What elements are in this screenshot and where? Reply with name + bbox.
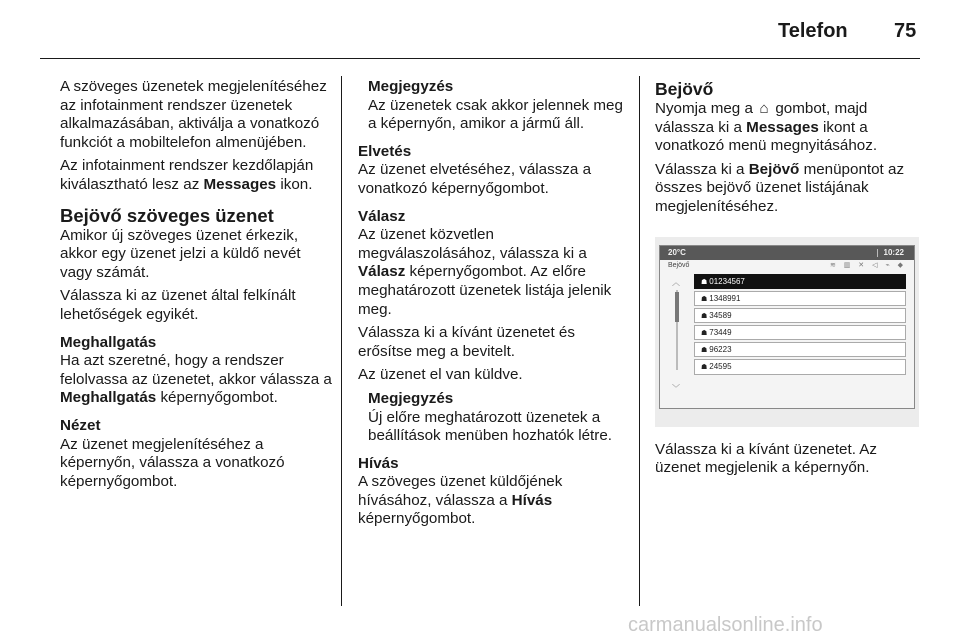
subheading: Elvetés [358,142,412,160]
paragraph: A szöveges üzenetek megjelenítéséhez az infotainment rendszer üzenetek alkalmazásában, aktiválja a vonatkozó funkciót a mobiltelefon almenüjében. [60,78,327,151]
paragraph: A szöveges üzenet küldőjének hívásához, válassza a Hívás képernyőgombot. [358,473,563,528]
list-item [694,342,906,358]
list-item [694,325,906,341]
paragraph: Válassza ki a kívánt üzenetet és erősítse meg a bevitelt. [358,324,575,360]
paragraph: Válassza ki a kívánt üzenetet. Az üzenet megjelenik a képernyőn. [655,440,878,477]
list-item-label: 73449 [709,327,732,337]
column-3 [655,78,923,483]
scroll-up-icon: ︿ [672,277,680,287]
message-icon: ☗ [701,364,708,372]
paragraph: Válassza ki az üzenet által felkínált lehetőségek egyikét. [60,287,296,323]
note-box [358,390,630,446]
paragraph: Ha azt szeretné, hogy a rendszer felolvassa az üzenetet, akkor válassza a Meghallgatás képernyőgombot. [60,352,332,407]
list-item-label: 24595 [709,362,732,372]
note-box [358,78,630,134]
divider [877,249,878,257]
subheading: Meghallgatás [60,333,157,351]
paragraph: Az üzenet elvetéséhez, válassza a vonatkozó képernyőgombot. [358,161,592,197]
subheading: Nézet [60,416,101,434]
page-number: 75 [894,20,917,42]
column-1 [60,78,332,496]
paragraph: Amikor új szöveges üzenet érkezik, akkor egy üzenet jelzi a küldő nevét vagy számát. [60,226,301,281]
message-icon: ☗ [701,329,708,337]
section-heading: Bejövő szöveges üzenet [60,204,274,226]
note-text: Új előre meghatározott üzenetek a beállítások menüben hozhatók létre. [368,408,613,445]
temperature: 20°C [668,247,686,257]
paragraph: Válassza ki a Bejövő menüpontot az összes bejövő üzenet listájának megjelenítéséhez. [655,160,905,215]
paragraph: Nyomja meg a ⌂ gombot, majd válassza ki a Messages ikont a vonatkozó menü megnyitásához. [655,100,878,155]
clock: 10:22 [883,247,904,257]
section-heading: Bejövő [655,79,714,99]
list-item-label: 96223 [709,344,732,354]
column-2 [358,78,630,534]
paragraph: Az üzenet el van küldve. [358,366,523,384]
list-item [694,274,906,290]
scroll-down-icon: ﹀ [672,383,680,393]
message-icon: ☗ [701,346,708,354]
status-bar [660,246,914,260]
paragraph: Az infotainment rendszer kezdőlapján kiválasztható lesz az Messages ikon. [60,157,314,193]
list-item-label: 34589 [709,310,732,320]
paragraph: Az üzenet megjelenítéséhez a képernyőn, válassza a vonatkozó képernyőgombot. [60,435,285,490]
column-divider [341,76,342,606]
list-item [694,308,906,324]
list-item [694,359,906,375]
message-icon: ☗ [701,278,708,286]
list-item [694,291,906,307]
message-icon: ☗ [701,312,708,320]
screen-subtitle: Bejövő [668,261,690,269]
list-item-label: 01234567 [709,276,745,286]
screen-subtitle-bar [660,260,914,272]
note-text: Az üzenetek csak akkor jelennek meg a képernyőn, amikor a jármű áll. [368,96,623,133]
subheading: Hívás [358,454,399,472]
note-title: Megjegyzés [368,78,454,95]
screenshot-figure [655,237,919,427]
infotainment-screen [659,245,915,409]
watermark: carmanualsonline.info [628,614,823,636]
scrollbar-thumb [675,292,679,322]
list-item-label: 1348991 [709,293,741,303]
message-list [694,274,906,377]
message-icon: ☗ [701,295,708,303]
header-rule [40,58,920,59]
note-title: Megjegyzés [368,389,454,407]
header-title: Telefon [778,20,848,42]
subheading: Válasz [358,207,406,225]
status-icons: ≋ ▥ ✕ ◁ ⌁ ◆ [829,261,906,269]
home-icon: ⌂ [759,100,769,117]
paragraph: Az üzenet közvetlen megválaszolásához, válassza ki a Válasz képernyőgombot. Az előre meghatározott üzenetek listája jelenik meg. [358,226,612,318]
column-divider [639,76,640,606]
